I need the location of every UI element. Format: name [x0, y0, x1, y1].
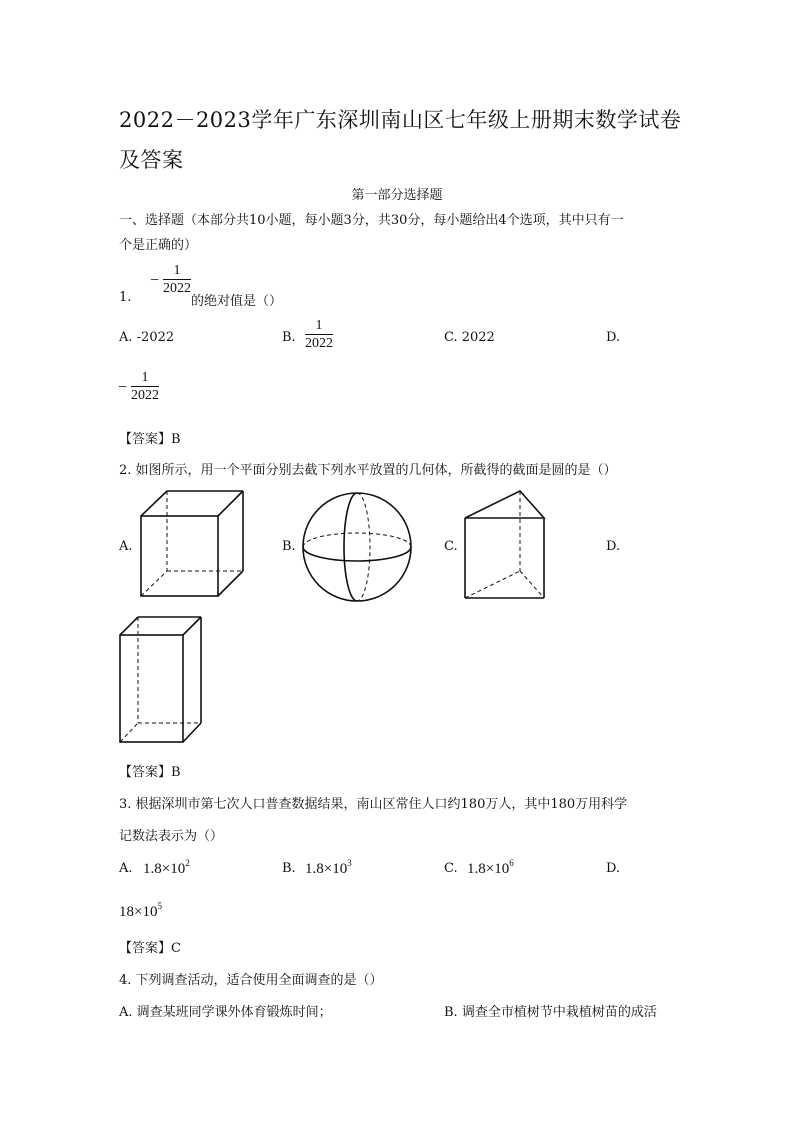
q1-option-a: A. -2022 [119, 330, 175, 345]
q1-option-c: C. 2022 [444, 330, 495, 345]
q1-fraction-numerator: 1 [173, 263, 181, 278]
q3-answer: 【答案】C [119, 941, 181, 956]
q3-option-d-value: $18\times 10^5$ [119, 901, 162, 920]
section-title: 第一部分选择题 [351, 188, 443, 203]
q1-option-d-denominator: 2022 [131, 388, 160, 403]
sphere-icon [300, 490, 414, 604]
triangular-prism-icon [462, 488, 550, 602]
q1-stem-tail: 的绝对值是（） [191, 294, 283, 309]
q3-option-b-label: B. [282, 861, 296, 876]
q2-option-d-label: D. [606, 539, 621, 554]
q1-option-b-fraction [305, 318, 333, 353]
q1-option-d-sign: − [118, 378, 128, 396]
q1-option-d-numerator: 1 [141, 370, 149, 385]
section-intro-line2: 个是正确的） [119, 238, 198, 253]
q2-stem: 2. 如图所示，用一个平面分别去截下列水平放置的几何体，所截得的截面是圆的是（） [119, 463, 617, 478]
q1-answer: 【答案】B [119, 432, 181, 447]
q1-fraction-sign: − [150, 271, 160, 289]
q1-option-b-numerator: 1 [315, 318, 323, 333]
q2-option-b-label: B. [282, 539, 296, 554]
q1-option-b-label: B. [282, 330, 296, 345]
q1-fraction [150, 263, 191, 298]
q4-option-a: A. 调查某班同学课外体育锻炼时间； [119, 1005, 332, 1020]
q1-number: 1. [119, 290, 132, 305]
q2-answer: 【答案】B [119, 765, 181, 780]
q1-option-d-fraction [118, 370, 159, 405]
q4-stem: 4. 下列调查活动，适合使用全面调查的是（） [119, 973, 383, 988]
q3-stem-line2: 记数法表示为（） [119, 829, 224, 844]
q1-fraction-denominator: 2022 [163, 281, 192, 296]
q3-option-a-label: A. [119, 861, 133, 876]
section-intro-line1: 一、选择题（本部分共10小题，每小题3分，共30分，每小题给出4个选项，其中只有一 [119, 213, 624, 228]
q3-option-d-label: D. [606, 861, 621, 876]
q1-option-b-denominator: 2022 [305, 336, 333, 351]
q1-option-d-label: D. [606, 330, 621, 345]
q2-option-a-label: A. [119, 539, 133, 554]
q3-option-c-value: $1.8\times 10^6$ [467, 858, 514, 877]
doc-title-line1: 2022－2023学年广东深圳南山区七年级上册期末数学试卷 [119, 108, 682, 132]
doc-title-line2: 及答案 [119, 148, 184, 172]
q4-option-b: B. 调查全市植树节中栽植树苗的成活 [444, 1005, 657, 1020]
rectangular-prism-icon [117, 614, 205, 746]
q3-option-c-label: C. [444, 861, 458, 876]
q3-stem-line1: 3. 根据深圳市第七次人口普查数据结果，南山区常住人口约180万人，其中180万用科学 [119, 797, 628, 812]
q3-option-b-value: $1.8\times 10^3$ [305, 858, 352, 877]
q2-option-c-label: C. [444, 539, 458, 554]
cube-icon [138, 488, 250, 602]
q3-option-a-value: $1.8\times 10^2$ [143, 858, 190, 877]
